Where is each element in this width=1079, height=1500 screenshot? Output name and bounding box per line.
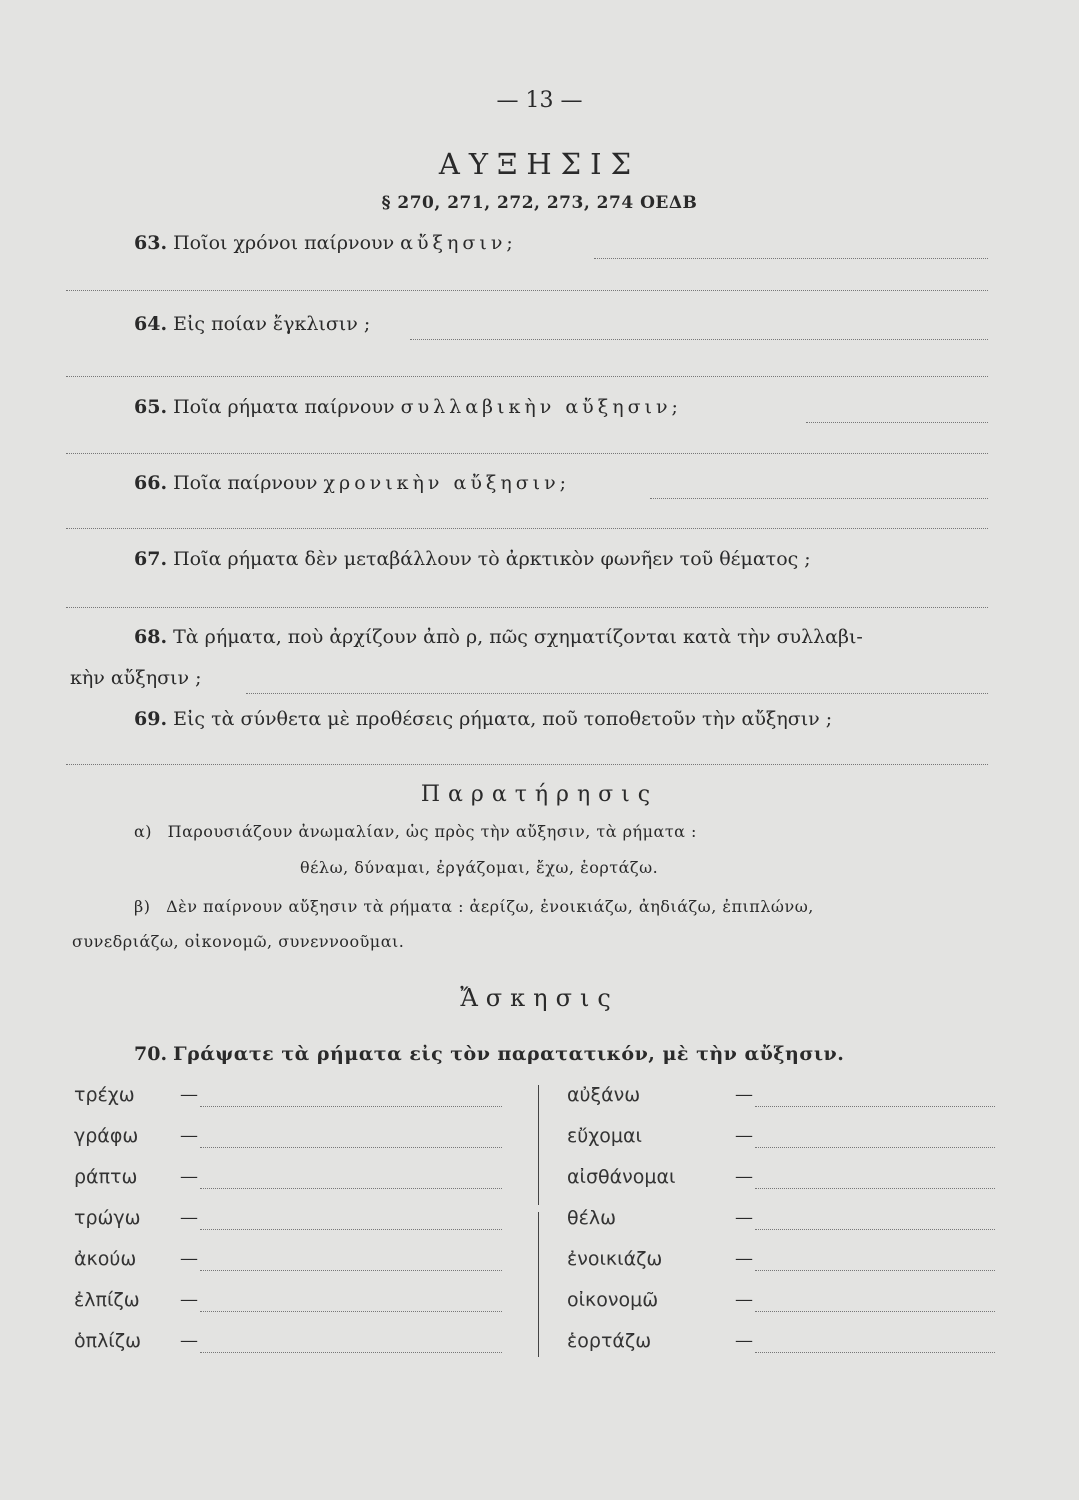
verb-item: θέλω — [567, 1207, 617, 1229]
question-64 — [134, 313, 370, 335]
question-text: Εἰς ποίαν ἔγκλισιν ; — [173, 313, 371, 335]
verb-item: ἀκούω — [74, 1248, 137, 1270]
verb-dash: — — [735, 1084, 753, 1105]
verb-item: εὔχομαι — [567, 1125, 642, 1147]
question-number: 66. — [134, 472, 168, 494]
answer-line[interactable] — [66, 290, 988, 291]
answer-line[interactable] — [755, 1229, 995, 1230]
question-number: 67. — [134, 548, 168, 570]
observation-a-examples: θέλω, δύναμαι, ἐργάζομαι, ἔχω, ἑορτάζω. — [300, 858, 659, 877]
exercise-number: 70. — [134, 1043, 168, 1065]
question-69 — [134, 708, 832, 730]
observation-heading: Παρατήρησις — [420, 782, 659, 807]
answer-line[interactable] — [410, 339, 988, 340]
verb-dash: — — [180, 1289, 198, 1310]
answer-line[interactable] — [66, 607, 988, 608]
verb-dash: — — [180, 1207, 198, 1228]
answer-line[interactable] — [246, 693, 988, 694]
question-emphasis: συλλαβικὴν αὔξησιν; — [400, 396, 682, 418]
answer-line[interactable] — [650, 498, 988, 499]
exercise-text: Γράψατε τὰ ρήματα εἰς τὸν παρατατικόν, μὲ τὴν αὔξησιν. — [173, 1043, 845, 1065]
answer-line[interactable] — [200, 1229, 502, 1230]
observation-b-label: β) — [134, 897, 151, 916]
question-number: 65. — [134, 396, 168, 418]
verb-item: τρέχω — [74, 1084, 135, 1106]
question-number: 63. — [134, 232, 168, 254]
section-references: § 270, 271, 272, 273, 274 ΟΕΔΒ — [381, 193, 698, 213]
verb-item: ὁπλίζω — [74, 1330, 141, 1352]
column-divider — [538, 1085, 539, 1205]
verb-item: τρώγω — [74, 1207, 141, 1229]
verb-dash: — — [180, 1330, 198, 1351]
verb-item: ράπτω — [74, 1166, 138, 1188]
verb-dash: — — [180, 1084, 198, 1105]
question-65 — [134, 396, 682, 418]
question-67 — [134, 548, 811, 570]
exercise-heading: Ἄσκησις — [460, 984, 619, 1012]
verb-dash: — — [735, 1207, 753, 1228]
question-text: Ποῖα ρήματα δὲν μεταβάλλουν τὸ ἀρκτικὸν φωνῆεν τοῦ θέματος ; — [173, 548, 811, 570]
answer-line[interactable] — [200, 1270, 502, 1271]
answer-line[interactable] — [755, 1270, 995, 1271]
answer-line[interactable] — [66, 376, 988, 377]
verb-item: οἰκονομῶ — [567, 1289, 659, 1311]
answer-line[interactable] — [755, 1311, 995, 1312]
verb-dash: — — [180, 1125, 198, 1146]
exercise-instruction — [134, 1043, 844, 1065]
verb-item: γράφω — [74, 1125, 139, 1147]
observation-b-text: Δὲν παίρνουν αὔξησιν τὰ ρήματα : ἀερίζω, ἐνοικιάζω, ἀηδιάζω, ἐπιπλώνω, — [166, 897, 814, 916]
observation-b-continuation: συνεδριάζω, οἰκονομῶ, συνεννοοῦμαι. — [72, 932, 405, 951]
question-number: 64. — [134, 313, 168, 335]
answer-line[interactable] — [806, 422, 988, 423]
question-68 — [134, 626, 863, 648]
verb-item: ἑορτάζω — [567, 1330, 652, 1352]
verb-dash: — — [735, 1248, 753, 1269]
observation-a-text: Παρουσιάζουν ἀνωμαλίαν, ὡς πρὸς τὴν αὔξησιν, τὰ ρήματα : — [167, 822, 697, 841]
question-text: Τὰ ρήματα, ποὺ ἀρχίζουν ἀπὸ ρ, πῶς σχηματίζονται κατὰ τὴν συλλαβι- — [173, 626, 863, 648]
question-66 — [134, 472, 570, 494]
observation-b — [134, 897, 814, 916]
answer-line[interactable] — [66, 453, 988, 454]
question-text: Ποῖα παίρνουν — [173, 472, 324, 494]
question-text: Ποῖοι χρόνοι παίρνουν — [173, 232, 401, 254]
question-68-continuation: κὴν αὔξησιν ; — [70, 667, 202, 689]
verb-item: αὐξάνω — [567, 1084, 641, 1106]
answer-line[interactable] — [66, 528, 988, 529]
answer-line[interactable] — [200, 1106, 502, 1107]
verb-dash: — — [735, 1330, 753, 1351]
question-number: 69. — [134, 708, 168, 730]
question-text: Ποῖα ρήματα παίρνουν — [173, 396, 401, 418]
verb-dash: — — [735, 1166, 753, 1187]
answer-line[interactable] — [594, 258, 988, 259]
answer-line[interactable] — [66, 764, 988, 765]
question-63 — [134, 232, 517, 254]
column-divider — [538, 1212, 539, 1357]
section-title: ΑΥΞΗΣΙΣ — [438, 147, 641, 181]
answer-line[interactable] — [755, 1106, 995, 1107]
verb-dash: — — [735, 1125, 753, 1146]
answer-line[interactable] — [200, 1311, 502, 1312]
verb-item: ἐνοικιάζω — [567, 1248, 663, 1270]
answer-line[interactable] — [200, 1147, 502, 1148]
verb-item: ἐλπίζω — [74, 1289, 140, 1311]
observation-a-label: α) — [134, 822, 153, 841]
answer-line[interactable] — [755, 1147, 995, 1148]
question-text: Εἰς τὰ σύνθετα μὲ προθέσεις ρήματα, ποῦ τοποθετοῦν τὴν αὔξησιν ; — [173, 708, 833, 730]
question-number: 68. — [134, 626, 168, 648]
answer-line[interactable] — [755, 1352, 995, 1353]
verb-dash: — — [180, 1248, 198, 1269]
verb-item: αἰσθάνομαι — [567, 1166, 676, 1188]
answer-line[interactable] — [200, 1352, 502, 1353]
answer-line[interactable] — [755, 1188, 995, 1189]
verb-dash: — — [735, 1289, 753, 1310]
question-emphasis: αὔξησιν; — [400, 232, 517, 254]
verb-dash: — — [180, 1166, 198, 1187]
observation-a — [134, 822, 697, 841]
page-number: — 13 — — [496, 88, 583, 113]
answer-line[interactable] — [200, 1188, 502, 1189]
question-emphasis: χρονικὴν αὔξησιν; — [323, 472, 571, 494]
